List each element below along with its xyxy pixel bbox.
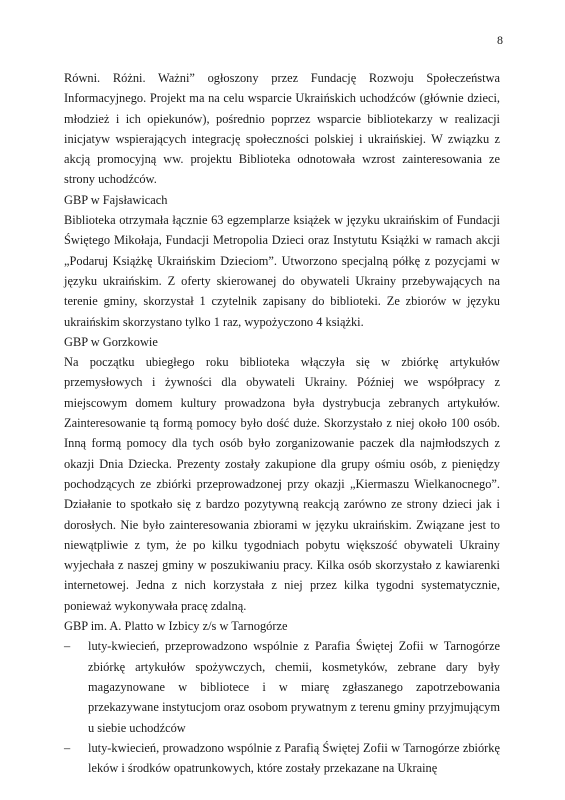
paragraph-gbp-gorzkow: Na początku ubiegłego roku biblioteka włączyła się w zbiórkę artykułów przemysłowych i żywności dla obywateli Ukrainy. Później we współpracy z miejscowym domem kultury prowadzona była dystrybucja zebranych artykułów. Zainteresowanie tą formą pomocy było dość duże. Skorzystało z niej około 100 osób. Inną formą pomocy dla tych osób było zorganizowanie paczek dla najmłodszych z okazji Dnia Dziecka. Prezenty zostały zakupione dla grupy ośmiu osób, z pieniędzy pochodzących ze zbiórki przeprowadzonej przy okazji „Kiermaszu Wielkanocnego”. Działanie to spotkało się z bardzo pozytywną reakcją zarówno ze strony dzieci jak i dorosłych. Nie było zainteresowania zbiorami w języku ukraińskim. Związane jest to niewątpliwie z tym, że po kilku tygodniach pobytu większość obywateli Ukrainy wyjechała z naszej gminy w poszukiwaniu pracy. Kilka osób skorzystało z kawiarenki internetowej. Jedna z nich korzystała z niej przez kilka tygodni systematycznie, ponieważ wykonywała pracę zdalną. [64,355,500,613]
page-content [64,68,500,778]
page-number: 8 [497,33,503,47]
heading-gbp-izbica: GBP im. A. Platto w Izbicy z/s w Tarnogórze [64,619,288,634]
list-item [64,636,500,737]
list-item-text: luty-kwiecień, przeprowadzono wspólnie z Parafia Świętej Zofii w Tarnogórze zbiórkę artykułów spożywczych, chemii, kosmetyków, zebrane dary były magazynowane w bibliotece i w miarę zgłaszanego zapotrzebowania przekazywane instytucjom oraz osobom prywatnym z terenu gminy przyjmującym u siebie uchodźców [88,639,500,735]
list-item-text: luty-kwiecień, prowadzono wspólnie z Parafią Świętej Zofii w Tarnogórze zbiórkę leków i środków opatrunkowych, które zostały przekazane na Ukrainę [88,740,500,776]
list-item [64,738,500,779]
heading-gbp-fajslawice: GBP w Fajsławicach [64,192,168,207]
paragraph-intro: Równi. Różni. Ważni” ogłoszony przez Fundację Rozwoju Społeczeństwa Informacyjnego. Projekt ma na celu wsparcie Ukraińskich uchodźców (głównie dzieci, młodzież i ich opiekunów), pośrednio poprzez wsparcie bibliotekarzy w realizacji inicjatyw wspierających integrację społeczności polskiej i ukraińskiej. W związku z akcją promocyjną ww. projektu Biblioteka odnotowała wzrost zainteresowania ze strony uchodźców. [64,71,500,187]
dash-bullet-icon: – [64,740,71,755]
list-gbp-izbica [64,636,500,778]
heading-gbp-gorzkow: GBP w Gorzkowie [64,334,158,349]
dash-bullet-icon: – [64,639,71,654]
paragraph-gbp-fajslawice: Biblioteka otrzymała łącznie 63 egzemplarze książek w języku ukraińskim of Fundacji Świętego Mikołaja, Fundacji Metropolia Dzieci oraz Instytutu Książki w ramach akcji „Podaruj Książkę Ukraińskim Dzieciom”. Utworzono specjalną półkę z pozycjami w języku ukraińskim. Z oferty skierowanej do obywateli Ukrainy przebywających na terenie gminy, skorzystał 1 czytelnik zapisany do biblioteki. Ze zbiorów w języku ukraińskim skorzystano tylko 1 raz, wypożyczono 4 książki. [64,213,500,329]
